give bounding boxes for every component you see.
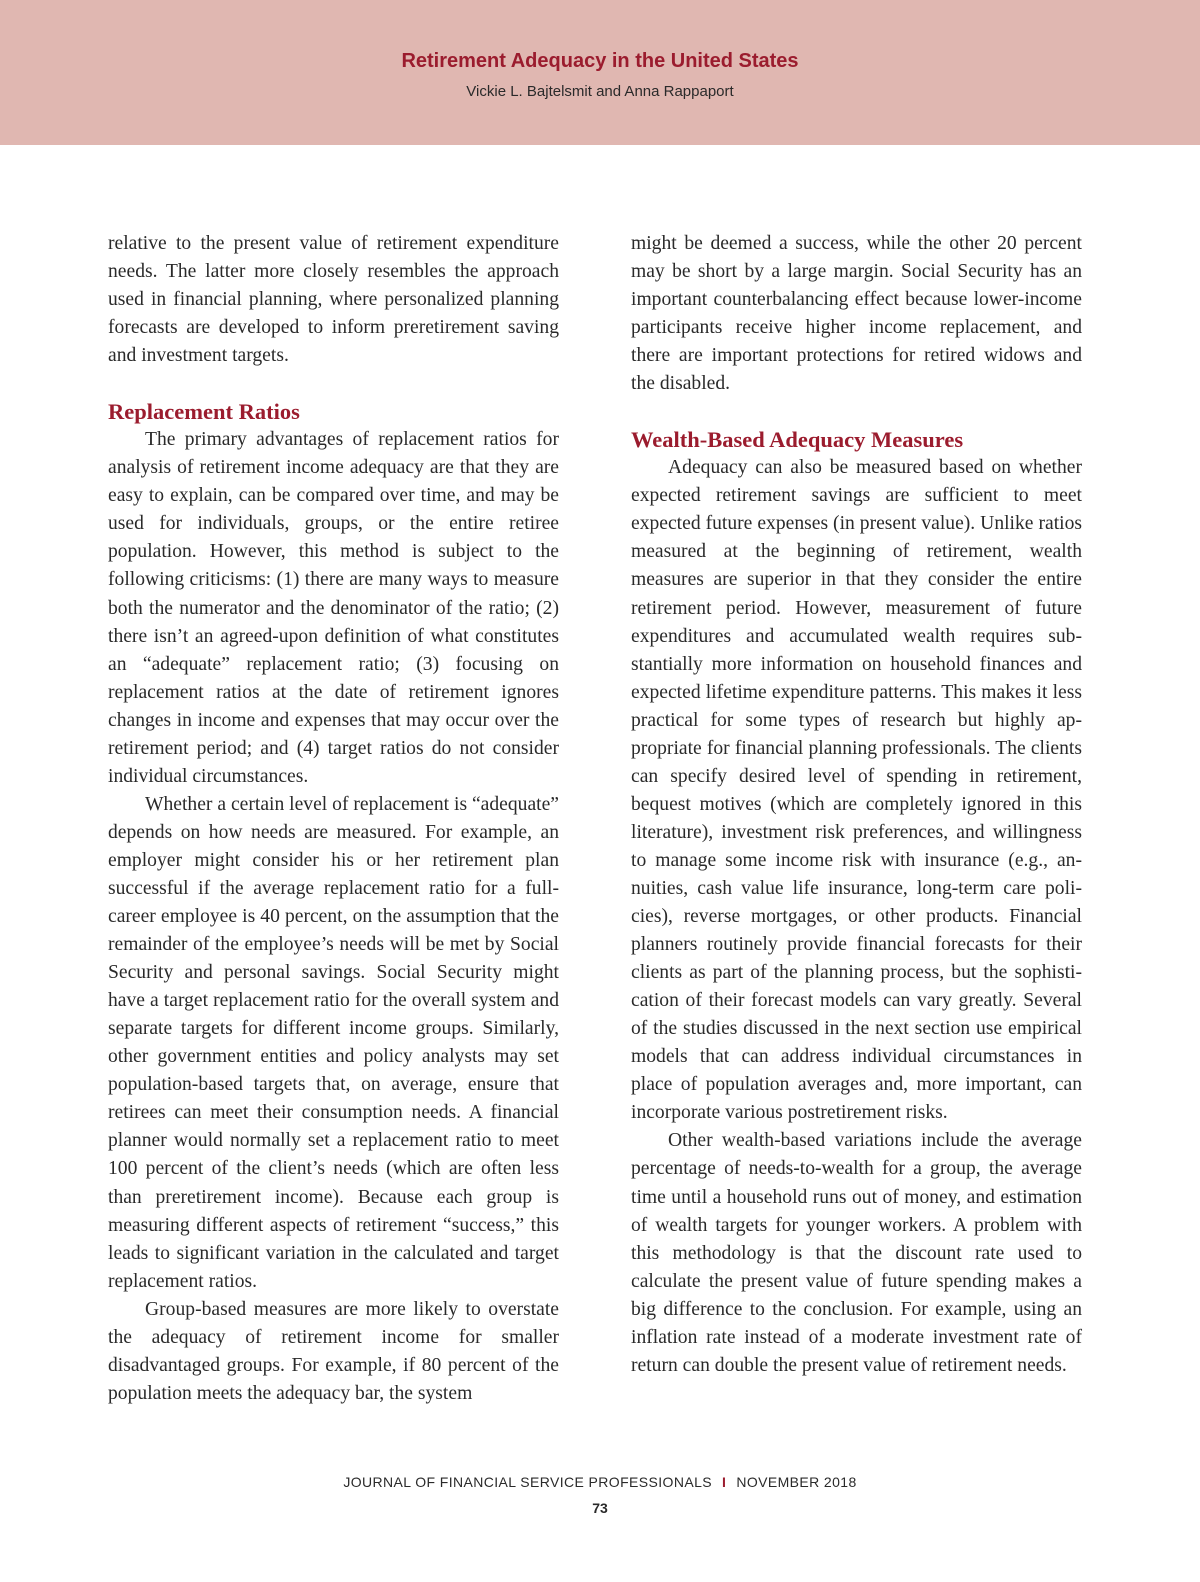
issue-date: NOVEMBER 2018 (736, 1474, 857, 1490)
journal-name: JOURNAL OF FINANCIAL SERVICE PROFESSIONALS (343, 1474, 713, 1490)
section-gap (108, 370, 559, 398)
paragraph: The primary advantages of replacement ratios for analysis of retirement income adequacy are that they are easy to explain, can be compared over time, and may be used for individuals, groups, or the entire retiree population. However, this method is subject to the following criticisms: (1) there are many ways to measure both the numerator and the denominator of the ratio; (2) there isn’t an agreed-upon definition of what constitutes an “adequate” replacement ratio; (3) focusing on replacement ratios at the date of retirement ignores changes in income and expenses that may occur over the retirement period; and (4) target ratios do not consider individual circumstances. (108, 429, 559, 787)
running-footer (0, 1474, 1200, 1490)
left-column (108, 230, 559, 1408)
right-column (631, 230, 1082, 1380)
paragraph: Group-based measures are more likely to overstate the adequacy of retirement income for smaller disadvantaged groups. For example, if 80 percent of the population meets the adequacy bar, the system (108, 1298, 559, 1404)
paragraph: Adequacy can also be measured based on whether expected retirement savings are sufficient to meet expected future expenses (in present value). Unlike ratios measured at the beginning of retirement, wealth measures are superior in that they consider the entire retirement period. However, measurement of future expenditures and accumulated wealth requires substantially more information on household finances and expected lifetime expenditure patterns. This makes it less practical for some types of research but highly appropriate for financial planning professionals. The clients can specify desired level of spending in retirement, bequest motives (which are completely ignored in this literature), investment risk preferences, and willingness to manage some income risk with insurance (e.g., annuities, cash value life insurance, long-term care policies), reverse mortgages, or other products. Financial planners routinely provide financial forecasts for their clients as part of the planning process, but the sophistication of their forecast models can vary greatly. Several of the studies discussed in the next section use empirical models that can address individual circumstances in place of population averages and, more important, can incorporate various postretirement risks. (631, 457, 1082, 1124)
paragraph: Other wealth-based variations include the average percentage of needs-to-wealth for a group, the average time until a household runs out of money, and estimation of wealth targets for younger workers. A problem with this methodology is that the discount rate used to calculate the present value of future spending makes a big difference to the conclusion. For example, using an inflation rate instead of a moderate investment rate of return can double the present value of retirement needs. (631, 1130, 1082, 1376)
section-heading-replacement-ratios: Replacement Ratios (108, 399, 300, 425)
article-authors: Vickie L. Bajtelsmit and Anna Rappaport (466, 83, 734, 100)
section-gap (631, 398, 1082, 426)
paragraph-continued: relative to the present value of retirement expenditure needs. The latter more closely resembles the approach used in financial planning, where personalized planning forecasts are developed to inform preretirement saving and investment targets. (108, 233, 559, 367)
section-heading-wealth-based: Wealth-Based Adequacy Measures (631, 427, 964, 453)
page-number: 73 (592, 1500, 608, 1516)
paragraph-continued: might be deemed a success, while the other 20 percent may be short by a large margin. Social Security has an important counterbalancing effect because lower-income participants receive higher income replacement, and there are important protections for retired widows and the disabled. (631, 233, 1082, 395)
footer-separator: I (722, 1474, 727, 1490)
running-header (0, 0, 1200, 145)
paragraph: Whether a certain level of replacement is “adequate” depends on how needs are measured. For example, an employer might consider his or her retirement plan successful if the average replacement ratio for a full-career employee is 40 percent, on the assumption that the remainder of the employee’s needs will be met by Social Security and personal savings. Social Security might have a target replacement ratio for the overall system and separate targets for different income groups. Similarly, other government entities and policy analysts may set population-based targets that, on average, ensure that retirees can meet their consumption needs. A financial planner would normally set a replacement ratio to meet 100 percent of the client’s needs (which are often less than preretirement income). Because each group is measuring different aspects of retirement “success,” this leads to significant variation in the calculated and target replacement ratios. (108, 793, 559, 1292)
article-title: Retirement Adequacy in the United States (401, 50, 799, 72)
